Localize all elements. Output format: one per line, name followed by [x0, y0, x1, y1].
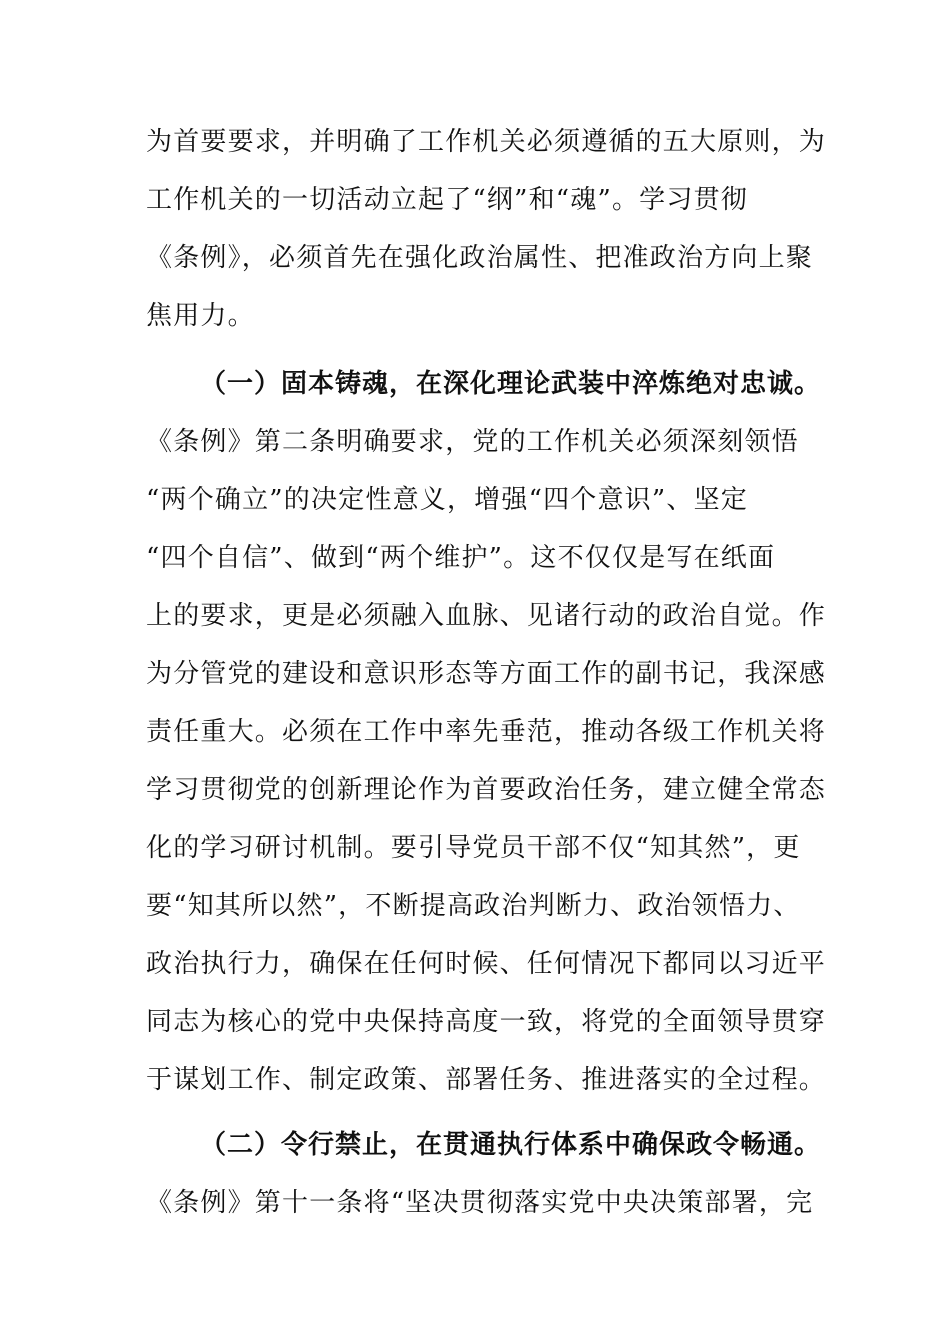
- paragraph-line: 责任重大。必须在工作中率先垂范，推动各级工作机关将: [146, 717, 827, 747]
- section-heading-2: （二）令行禁止，在贯通执行体系中确保政令畅通。: [200, 1130, 822, 1160]
- paragraph-line: 《条例》第二条明确要求，党的工作机关必须深刻领悟: [146, 427, 799, 457]
- paragraph-line: “两个确立”的决定性意义，增强“四个意识”、坚定: [146, 485, 748, 515]
- paragraph-line: 焦用力。: [146, 301, 255, 331]
- paragraph-line: 要“知其所以然”，不断提高政治判断力、政治领悟力、: [146, 891, 801, 921]
- paragraph-line: 为首要要求，并明确了工作机关必须遵循的五大原则，为: [146, 127, 827, 157]
- paragraph-line: 于谋划工作、制定政策、部署任务、推进落实的全过程。: [146, 1065, 827, 1095]
- paragraph-line: 《条例》，必须首先在强化政治属性、把准政治方向上聚: [146, 243, 814, 273]
- paragraph-line: 上的要求，更是必须融入血脉、见诸行动的政治自觉。作: [146, 601, 827, 631]
- paragraph-line: 同志为核心的党中央保持高度一致，将党的全面领导贯穿: [146, 1007, 827, 1037]
- paragraph-line: 《条例》第十一条将“坚决贯彻落实党中央决策部署，完: [146, 1188, 814, 1218]
- paragraph-line: 为分管党的建设和意识形态等方面工作的副书记，我深感: [146, 659, 827, 689]
- section-heading-1: （一）固本铸魂，在深化理论武装中淬炼绝对忠诚。: [200, 369, 822, 399]
- paragraph-line: 化的学习研讨机制。要引导党员干部不仅“知其然”，更: [146, 833, 801, 863]
- paragraph-line: 政治执行力，确保在任何时候、任何情况下都同以习近平: [146, 949, 827, 979]
- paragraph-line: 工作机关的一切活动立起了“纲”和“魂”。学习贯彻: [146, 185, 748, 215]
- paragraph-line: 学习贯彻党的创新理论作为首要政治任务，建立健全常态: [146, 775, 827, 805]
- paragraph-line: “四个自信”、做到“两个维护”。这不仅仅是写在纸面: [146, 543, 776, 573]
